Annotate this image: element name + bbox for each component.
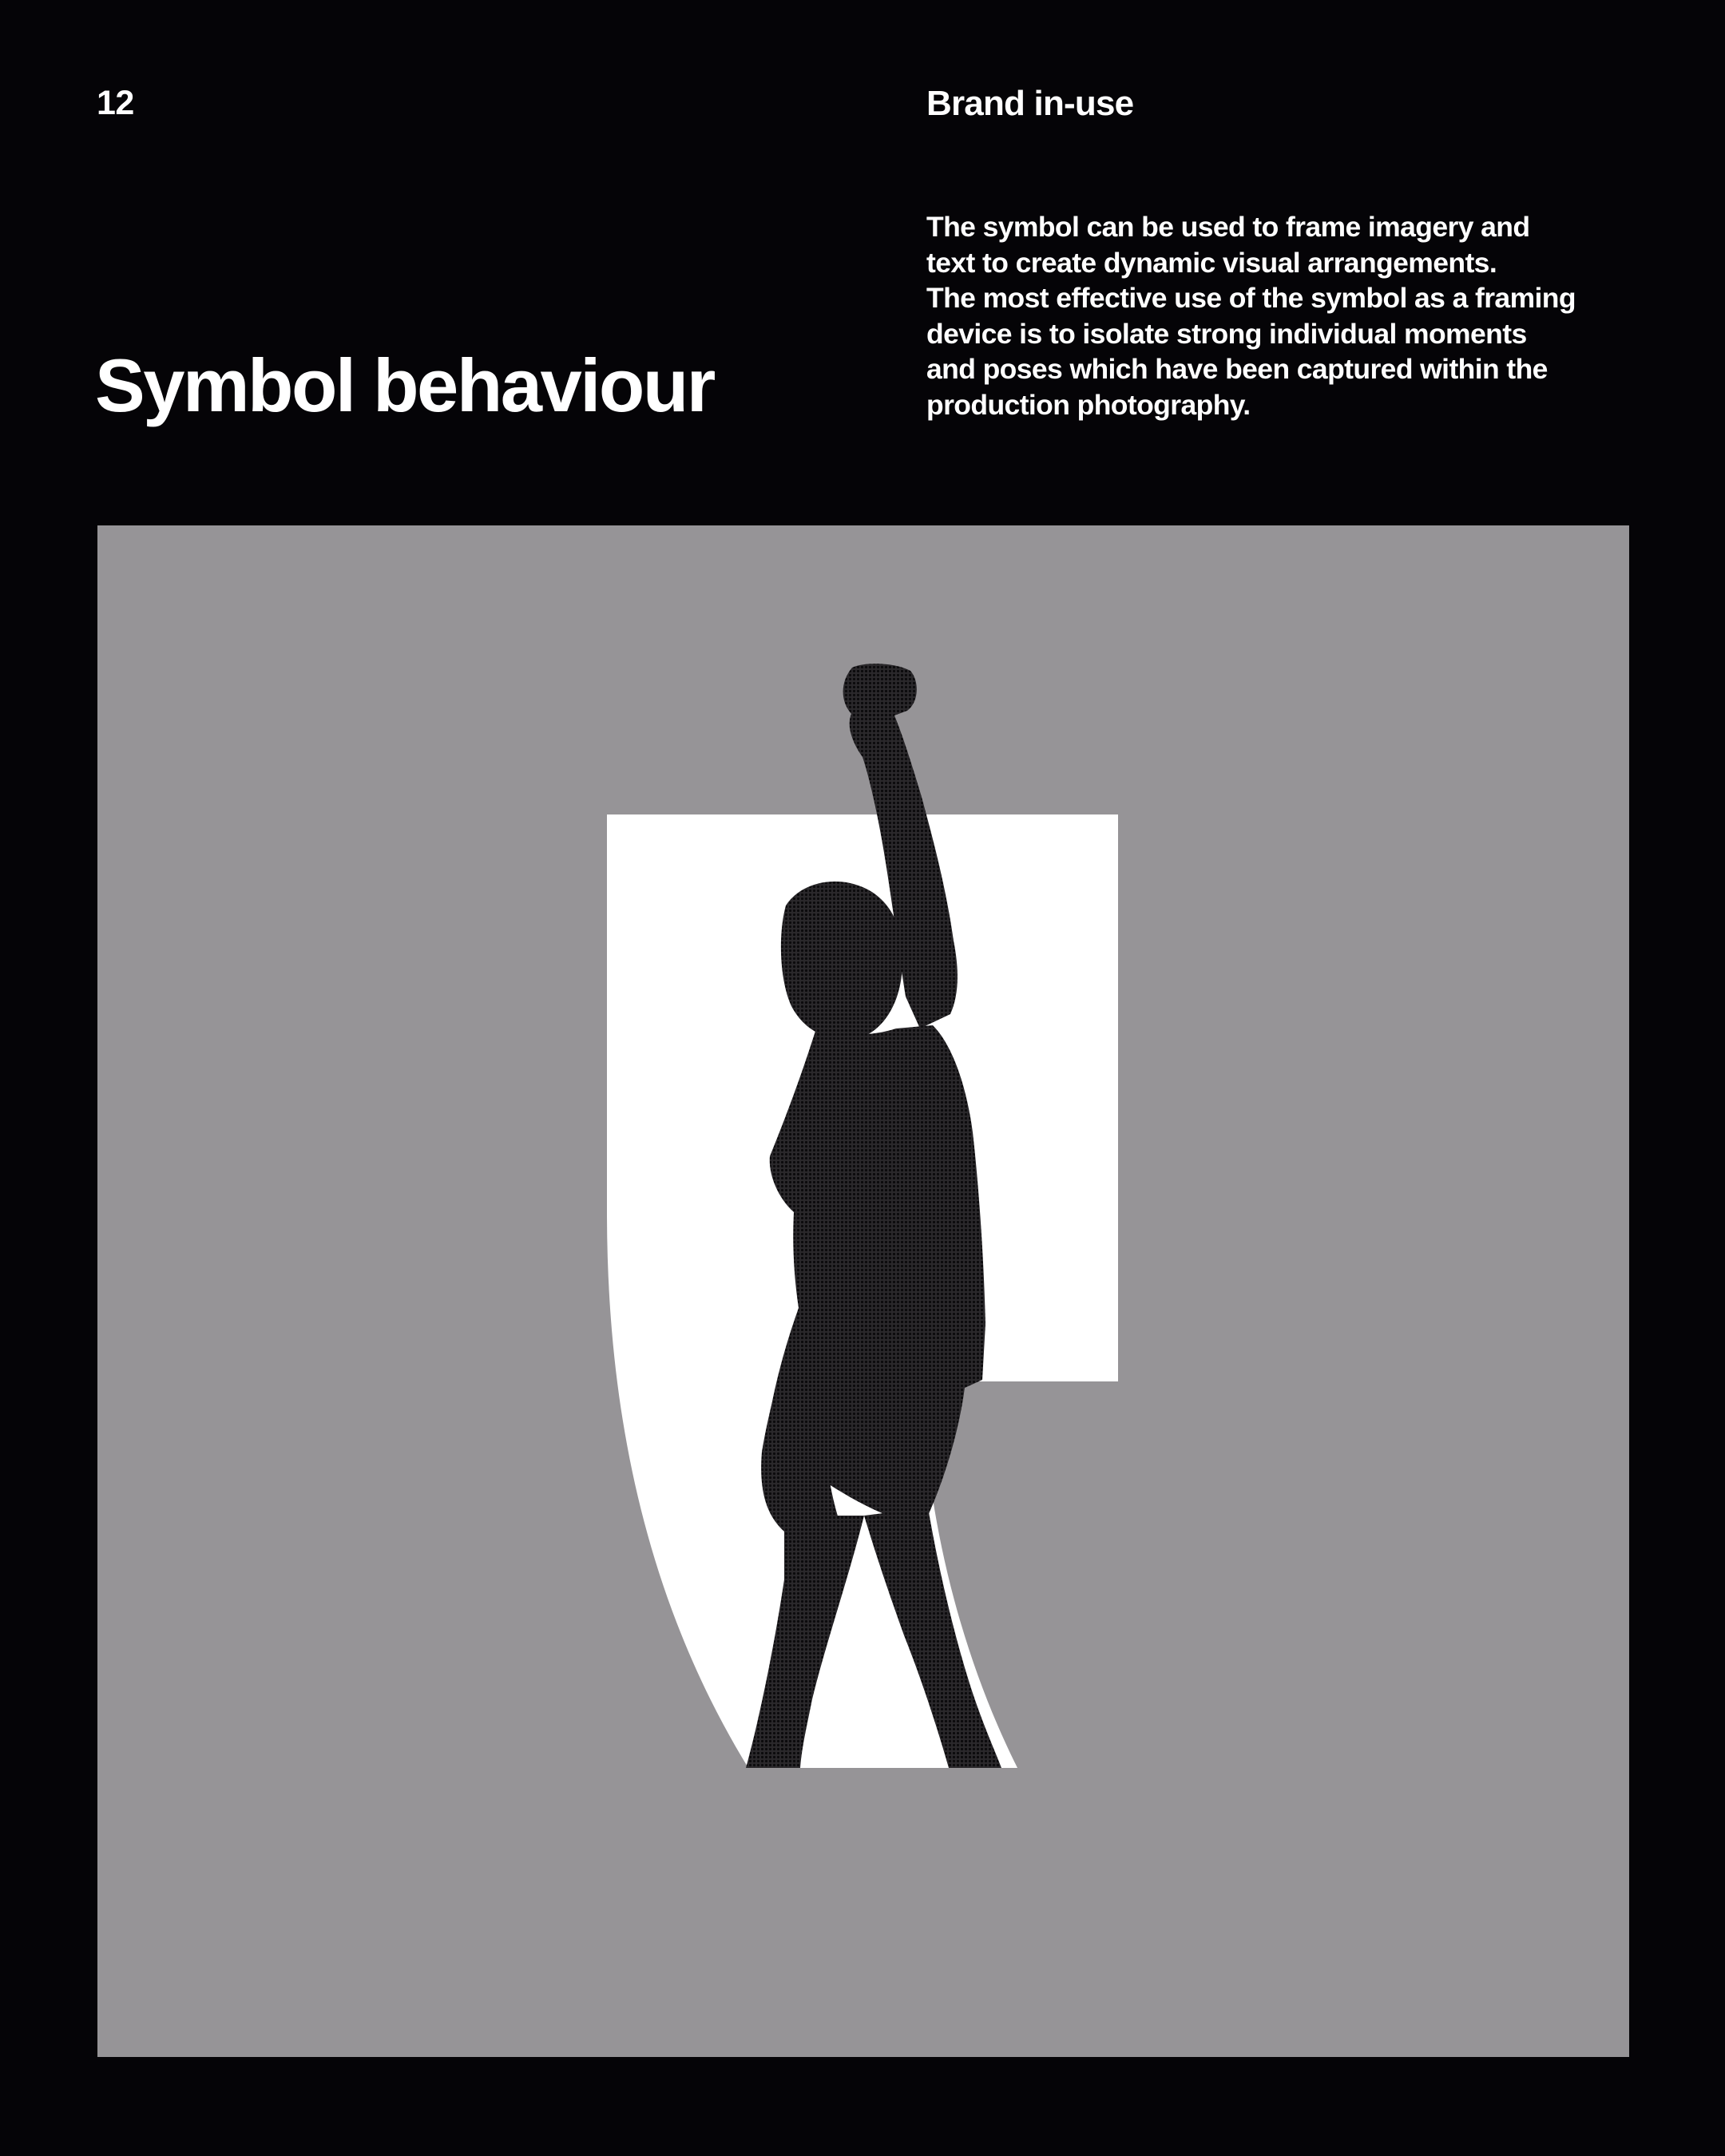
- page-number: 12: [97, 84, 134, 122]
- symbol-frame-illustration: [97, 525, 1629, 2057]
- section-label: Brand in-use: [926, 84, 1134, 123]
- page-title: Symbol behaviour: [95, 343, 714, 427]
- intro-line: The most effective use of the symbol as a framing: [926, 282, 1576, 314]
- intro-line: device is to isolate strong individual moments: [926, 317, 1527, 350]
- intro-line: and poses which have been captured within the: [926, 353, 1548, 385]
- intro-line: production photography.: [926, 388, 1251, 421]
- intro-line: text to create dynamic visual arrangements.: [926, 246, 1497, 279]
- intro-paragraph: [926, 209, 1645, 422]
- intro-line: The symbol can be used to frame imagery and: [926, 211, 1530, 243]
